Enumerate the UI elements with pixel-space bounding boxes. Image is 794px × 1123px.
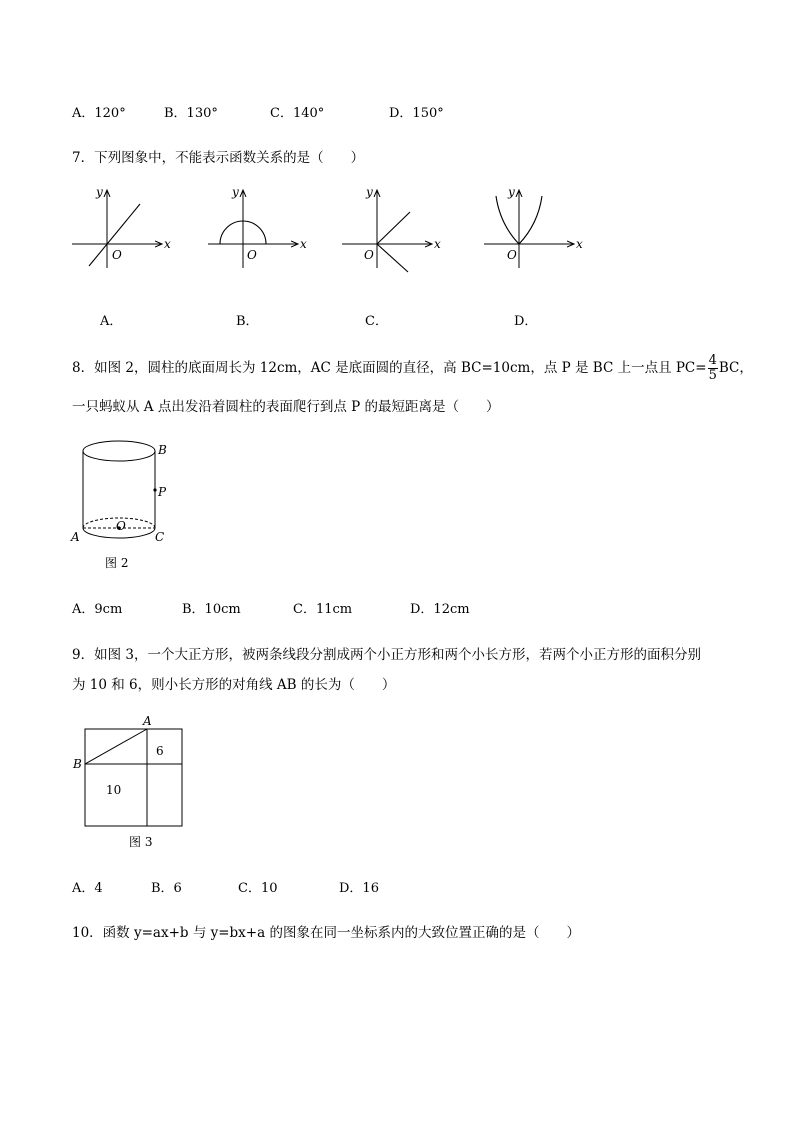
x-label: x bbox=[434, 237, 441, 251]
q6-option-c: C．140° bbox=[270, 106, 325, 121]
q8-option-b: B．10cm bbox=[182, 602, 241, 617]
q8-stem-line1 bbox=[72, 348, 753, 388]
q9-stem-line2: 为 10 和 6，则小长方形的对角线 AB 的长为（ ） bbox=[72, 677, 396, 693]
q6-option-a: A．120° bbox=[72, 106, 126, 121]
q8-stem-part1: 8．如图 2，圆柱的底面周长为 12cm，AC 是底面圆的直径，高 BC=10cm，点 P 是 BC 上一点且 PC= bbox=[72, 360, 707, 376]
q8-stem-line2: 一只蚂蚁从 A 点出发沿着圆柱的表面爬行到点 P 的最短距离是（ ） bbox=[72, 399, 500, 415]
area-6: 6 bbox=[156, 744, 164, 758]
q7-graph-a bbox=[68, 184, 178, 274]
q9-figure-square bbox=[70, 712, 190, 852]
q6-option-d: D．150° bbox=[389, 106, 444, 121]
q8-frac-den: 5 bbox=[708, 368, 717, 383]
y-label: y bbox=[96, 185, 103, 199]
q8-figure-cylinder bbox=[66, 436, 186, 576]
y-label: y bbox=[232, 185, 239, 199]
q7-graph-b bbox=[204, 184, 314, 274]
origin-label: O bbox=[364, 248, 374, 262]
q9-stem-line1: 9．如图 3，一个大正方形，被两条线段分割成两个小正方形和两个小长方形，若两个小正方形的面积分别 bbox=[72, 647, 701, 663]
label-P: P bbox=[158, 485, 167, 499]
big-square bbox=[85, 729, 182, 826]
q7-graph-d bbox=[480, 184, 590, 274]
area-10: 10 bbox=[106, 783, 122, 797]
q8-option-c: C．11cm bbox=[293, 602, 353, 617]
q8-stem-part2: BC， bbox=[718, 360, 753, 376]
label-A: A bbox=[71, 530, 80, 544]
q9-option-d: D．16 bbox=[339, 881, 379, 896]
origin-label: O bbox=[247, 248, 257, 262]
origin-label: O bbox=[112, 248, 122, 262]
q8-frac-num: 4 bbox=[708, 353, 717, 368]
figure-2-caption: 图 2 bbox=[105, 556, 129, 570]
q9-option-c: C．10 bbox=[238, 881, 278, 896]
q8-option-d: D．12cm bbox=[410, 602, 470, 617]
label-O: O bbox=[116, 519, 126, 533]
q7-option-b: B． bbox=[236, 314, 259, 329]
x-label: x bbox=[164, 237, 171, 251]
label-C: C bbox=[155, 530, 165, 544]
q7-graph-c bbox=[338, 184, 448, 274]
diagonal-AB bbox=[85, 729, 147, 764]
q6-option-b: B．130° bbox=[164, 106, 218, 121]
cylinder-top bbox=[83, 441, 155, 461]
label-B: B bbox=[73, 757, 82, 771]
q8-fraction bbox=[708, 354, 718, 383]
q7-stem: 7．下列图象中，不能表示函数关系的是（ ） bbox=[72, 150, 365, 166]
y-label: y bbox=[366, 185, 373, 199]
q7-option-c: C． bbox=[365, 314, 388, 329]
q9-option-a: A．4 bbox=[72, 881, 103, 896]
graph-ray-down bbox=[377, 244, 408, 272]
q7-option-d: D． bbox=[514, 314, 538, 329]
q8-option-a: A．9cm bbox=[72, 602, 123, 617]
origin-label: O bbox=[507, 248, 517, 262]
x-label: x bbox=[576, 237, 583, 251]
label-B: B bbox=[158, 443, 167, 457]
q7-option-a: A． bbox=[100, 314, 123, 329]
q9-option-b: B．6 bbox=[151, 881, 182, 896]
point-P bbox=[153, 488, 156, 491]
y-label: y bbox=[508, 185, 515, 199]
x-label: x bbox=[300, 237, 307, 251]
graph-ray-up bbox=[377, 212, 410, 244]
label-A: A bbox=[143, 714, 152, 728]
q10-stem: 10．函数 y=ax+b 与 y=bx+a 的图象在同一坐标系内的大致位置正确的是（ ） bbox=[72, 925, 580, 941]
figure-3-caption: 图 3 bbox=[129, 835, 153, 849]
